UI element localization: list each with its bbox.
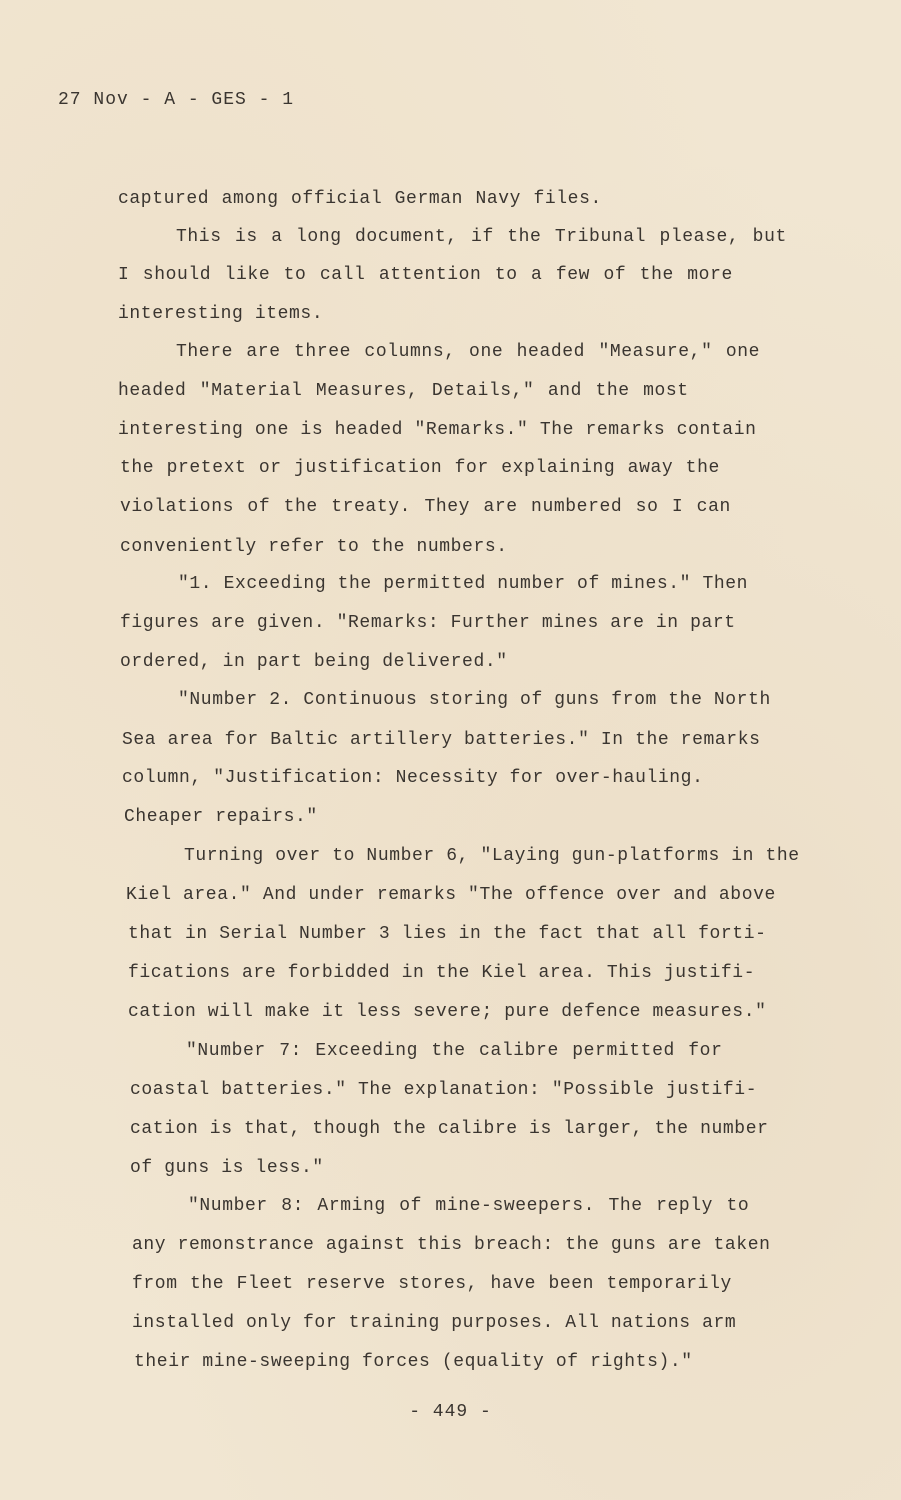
text-line: "Number 7: Exceeding the calibre permitted for bbox=[186, 1041, 723, 1061]
text-line: I should like to call attention to a few of the more bbox=[118, 265, 733, 285]
text-line: from the Fleet reserve stores, have been temporarily bbox=[132, 1274, 732, 1294]
text-line: any remonstrance against this breach: the guns are taken bbox=[132, 1235, 771, 1255]
text-line: Cheaper repairs." bbox=[124, 807, 318, 827]
text-line: coastal batteries." The explanation: "Possible justifi- bbox=[130, 1080, 758, 1100]
text-line: of guns is less." bbox=[130, 1158, 324, 1178]
text-line: cation is that, though the calibre is larger, the number bbox=[130, 1119, 769, 1139]
text-line: figures are given. "Remarks: Further mines are in part bbox=[120, 613, 736, 633]
text-line: Sea area for Baltic artillery batteries." In the remarks bbox=[122, 730, 761, 750]
text-line: interesting one is headed "Remarks." The remarks contain bbox=[118, 420, 757, 440]
text-line: "Number 2. Continuous storing of guns from the North bbox=[178, 690, 771, 710]
text-line: installed only for training purposes. All nations arm bbox=[132, 1313, 737, 1333]
text-line: fications are forbidded in the Kiel area. This justifi- bbox=[128, 963, 756, 983]
text-line: violations of the treaty. They are numbered so I can bbox=[120, 497, 731, 517]
text-line: interesting items. bbox=[118, 304, 324, 324]
text-line: cation will make it less severe; pure defence measures." bbox=[128, 1002, 767, 1022]
text-line: conveniently refer to the numbers. bbox=[120, 537, 508, 557]
page-number: - 449 - bbox=[409, 1402, 492, 1422]
text-line: Turning over to Number 6, "Laying gun-platforms in the bbox=[184, 846, 800, 866]
text-line: headed "Material Measures, Details," and the most bbox=[118, 381, 689, 401]
text-line: There are three columns, one headed "Measure," one bbox=[176, 342, 761, 362]
text-line: column, "Justification: Necessity for over-hauling. bbox=[122, 768, 704, 788]
text-line: captured among official German Navy files. bbox=[118, 189, 602, 209]
text-line: the pretext or justification for explaining away the bbox=[120, 458, 720, 478]
text-line: ordered, in part being delivered." bbox=[120, 652, 508, 672]
text-line: their mine-sweeping forces (equality of rights)." bbox=[134, 1352, 693, 1372]
text-line: "1. Exceeding the permitted number of mines." Then bbox=[178, 574, 749, 594]
document-reference: 27 Nov - A - GES - 1 bbox=[58, 90, 295, 110]
text-line: that in Serial Number 3 lies in the fact that all forti- bbox=[128, 924, 767, 944]
text-line: "Number 8: Arming of mine-sweepers. The reply to bbox=[188, 1196, 750, 1216]
text-line: This is a long document, if the Tribunal please, but bbox=[176, 227, 787, 247]
text-line: Kiel area." And under remarks "The offence over and above bbox=[126, 885, 776, 905]
